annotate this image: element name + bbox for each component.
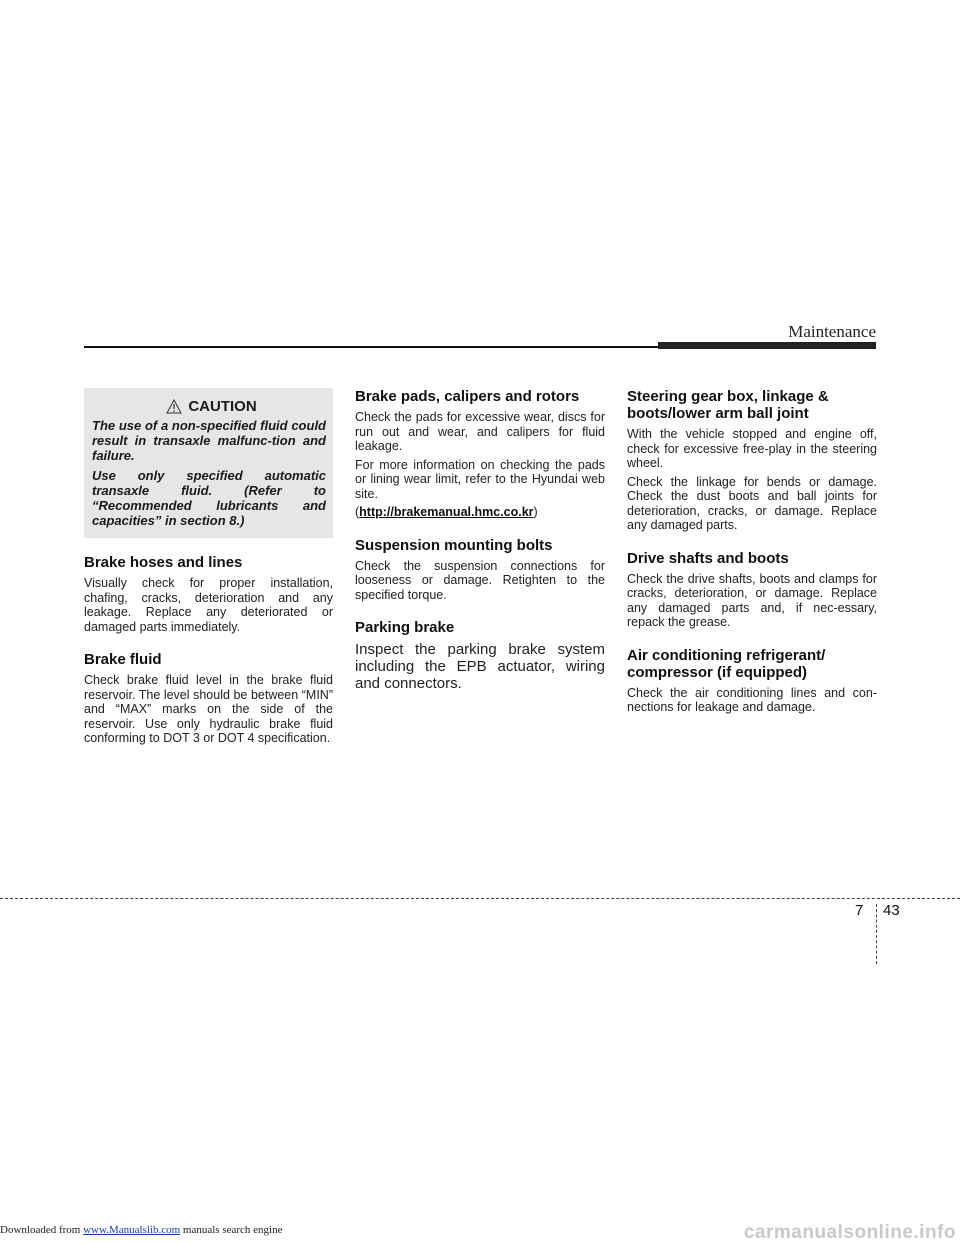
section-drive-shafts [627, 550, 877, 630]
heading-steering: Steering gear box, linkage & boots/lower arm ball joint [627, 388, 829, 422]
link-paren-open: ( [355, 505, 360, 519]
caution-para-2: Use only specified automatic transaxle fluid. (Refer to “Recommended lubricants and capacities” in section 8.) [92, 468, 326, 528]
link-paren-close: ) [533, 505, 538, 519]
body-suspension: Check the suspension connections for looseness or damage. Retighten to the specified torque. [355, 558, 605, 602]
body-drive-shafts: Check the drive shafts, boots and clamps for cracks, deterioration, or damage. Replace any damaged parts and, if nec-essary, repack the grease. [627, 571, 877, 629]
header-tab-bar [658, 342, 876, 349]
brake-manual-link-line [355, 505, 605, 520]
body-brake-pads-1: Check the pads for excessive wear, discs for run out and wear, and calipers for fluid leakage. [355, 410, 605, 453]
body-parking-brake: Inspect the parking brake system including the EPB actuator, wiring and connectors. [355, 641, 605, 692]
section-suspension [355, 537, 605, 603]
footer-dashed-rule [0, 898, 960, 899]
section-brake-pads [355, 388, 605, 520]
page-number: 43 [883, 902, 900, 919]
download-suffix: manuals search engine [180, 1224, 283, 1236]
section-air-conditioning [627, 647, 877, 715]
body-steering-1: With the vehicle stopped and engine off, check for excessive free-play in the steering wheel. [627, 427, 877, 470]
section-steering [627, 388, 877, 533]
watermark: carmanualsonline.info [743, 1222, 956, 1243]
heading-brake-fluid: Brake fluid [84, 651, 162, 668]
heading-suspension: Suspension mounting bolts [355, 536, 553, 554]
body-brake-hoses: Visually check for proper installation, chafing, cracks, deterioration and any leakage. Replace any deteriorated or damaged parts immediately. [84, 576, 333, 634]
section-brake-hoses [84, 554, 333, 634]
heading-parking-brake: Parking brake [355, 619, 455, 636]
column-right [627, 388, 877, 732]
download-note [0, 1224, 282, 1236]
caution-box [84, 388, 333, 538]
body-brake-fluid: Check brake fluid level in the brake fluid reservoir. The level should be between “MIN” and “MAX” marks on the side of the reservoir. Use only hydraulic brake fluid conforming to DOT 3 or DOT 4 specification. [84, 673, 333, 745]
heading-drive-shafts: Drive shafts and boots [627, 549, 789, 567]
caution-para-1: The use of a non-specified fluid could result in transaxle malfunc-tion and failure. [92, 418, 326, 463]
brake-manual-link[interactable]: http://brakemanual.hmc.co.kr [359, 505, 534, 519]
caution-heading [92, 398, 326, 415]
page-number-separator [876, 904, 877, 964]
body-air-conditioning: Check the air conditioning lines and con-nections for leakage and damage. [627, 685, 877, 714]
section-title: Maintenance [788, 322, 876, 341]
column-middle [355, 388, 605, 709]
section-parking-brake [355, 619, 605, 692]
column-left [84, 388, 333, 763]
heading-brake-hoses: Brake hoses and lines [84, 554, 243, 571]
caution-title: CAUTION [188, 398, 257, 415]
download-prefix: Downloaded from [0, 1224, 84, 1236]
warning-triangle-icon [166, 399, 182, 414]
manualslib-link[interactable]: www.Manualslib.com [83, 1224, 181, 1236]
heading-air-conditioning: Air conditioning refrigerant/ compressor (if equipped) [627, 646, 826, 681]
page-chapter: 7 [855, 902, 864, 919]
section-brake-fluid [84, 651, 333, 746]
body-brake-pads-2: For more information on checking the pads or lining wear limit, refer to the Hyundai web site. [355, 457, 605, 501]
body-steering-2: Check the linkage for bends or damage. Check the dust boots and ball joints for deterioration, cracks, or damage. Replace any damaged parts. [627, 474, 877, 532]
heading-brake-pads: Brake pads, calipers and rotors [355, 388, 580, 405]
